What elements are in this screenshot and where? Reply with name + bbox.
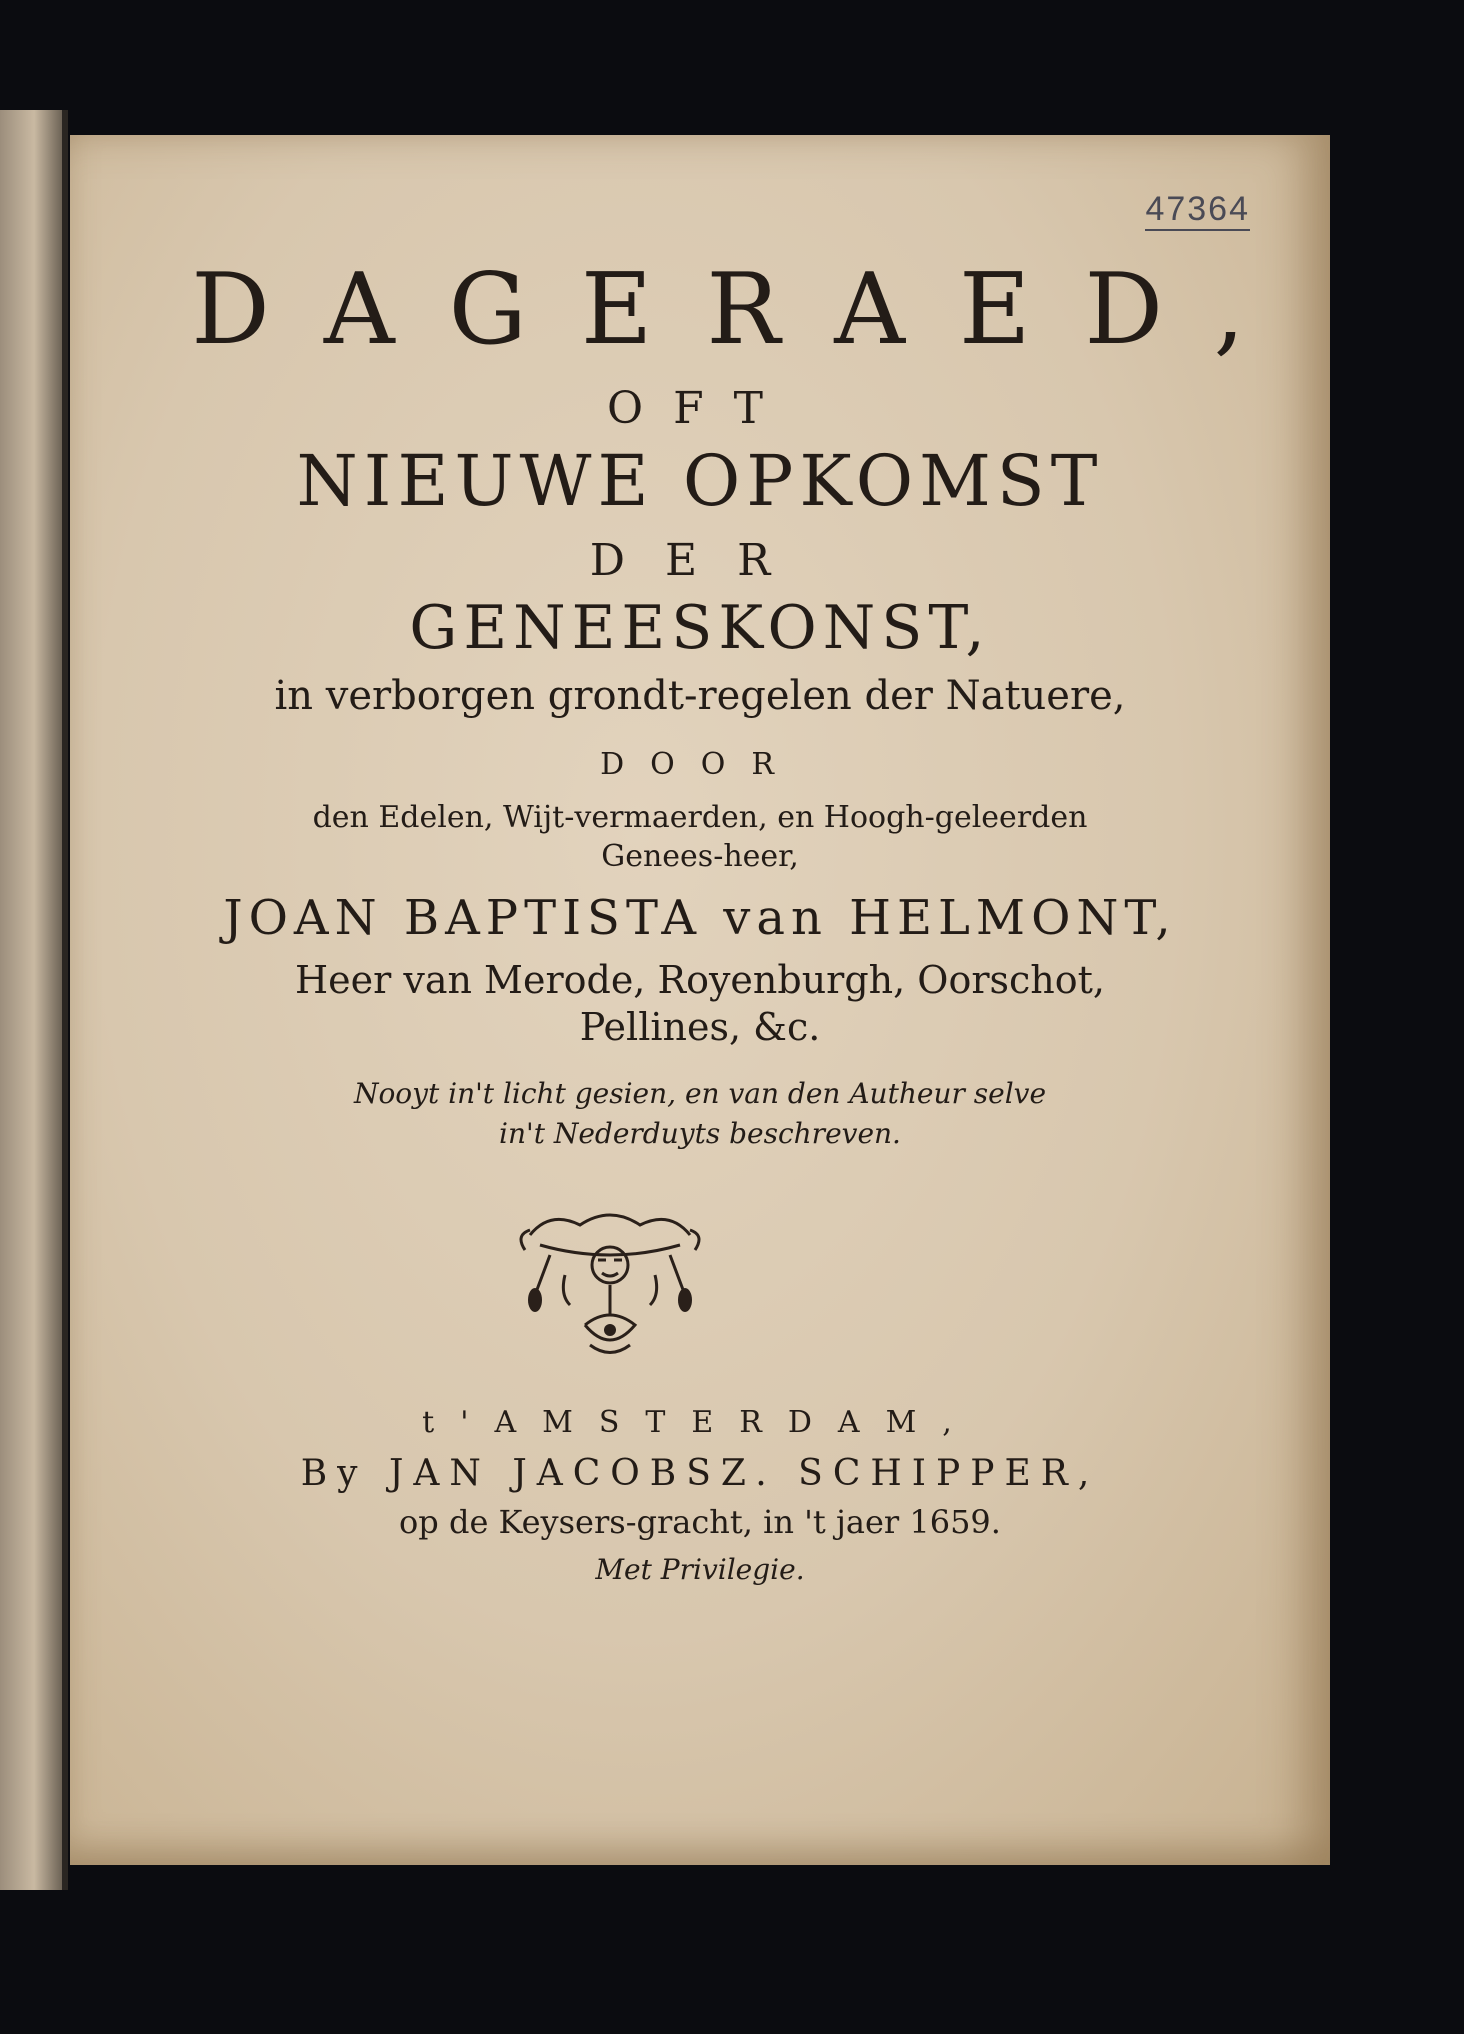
book-subject: GENEESKONST, bbox=[409, 593, 991, 663]
facing-page-edge bbox=[0, 110, 68, 1890]
book-subtitle: NIEUWE OPKOMST bbox=[296, 440, 1104, 522]
imprint-privilege: Met Privilegie. bbox=[595, 1553, 805, 1586]
imprint-city: t'AMSTERDAM, bbox=[422, 1405, 978, 1440]
printers-ornament-icon bbox=[510, 1205, 710, 1365]
author-lordship-line2: Pellines, &c. bbox=[579, 1005, 821, 1049]
imprint-address-date: op de Keysers-gracht, in 't jaer 1659. bbox=[399, 1503, 1001, 1541]
book-tagline: in verborgen grondt-regelen der Natuere, bbox=[274, 673, 1126, 719]
author-name: JOAN BAPTISTA van HELMONT, bbox=[223, 890, 1177, 946]
title-page bbox=[70, 135, 1330, 1865]
title-article: DER bbox=[589, 535, 811, 586]
author-epithet-line1: den Edelen, Wijt-vermaerden, en Hoogh-geleerden bbox=[312, 800, 1088, 835]
shelf-mark: 47364 bbox=[1145, 190, 1250, 231]
author-epithet-line2: Genees-heer, bbox=[601, 839, 799, 874]
imprint-printer: By JAN JACOBSZ. SCHIPPER, bbox=[300, 1453, 1100, 1494]
title-conjunction: OFT bbox=[607, 383, 793, 434]
author-lordship-line1: Heer van Merode, Royenburgh, Oorschot, bbox=[295, 958, 1105, 1002]
publication-note-line2: in't Nederduyts beschreven. bbox=[499, 1117, 901, 1150]
by-label: DOOR bbox=[600, 747, 800, 782]
book-title: DAGERAED, bbox=[191, 253, 1299, 367]
publication-note-line1: Nooyt in't licht gesien, en van den Autheur selve bbox=[353, 1077, 1047, 1110]
